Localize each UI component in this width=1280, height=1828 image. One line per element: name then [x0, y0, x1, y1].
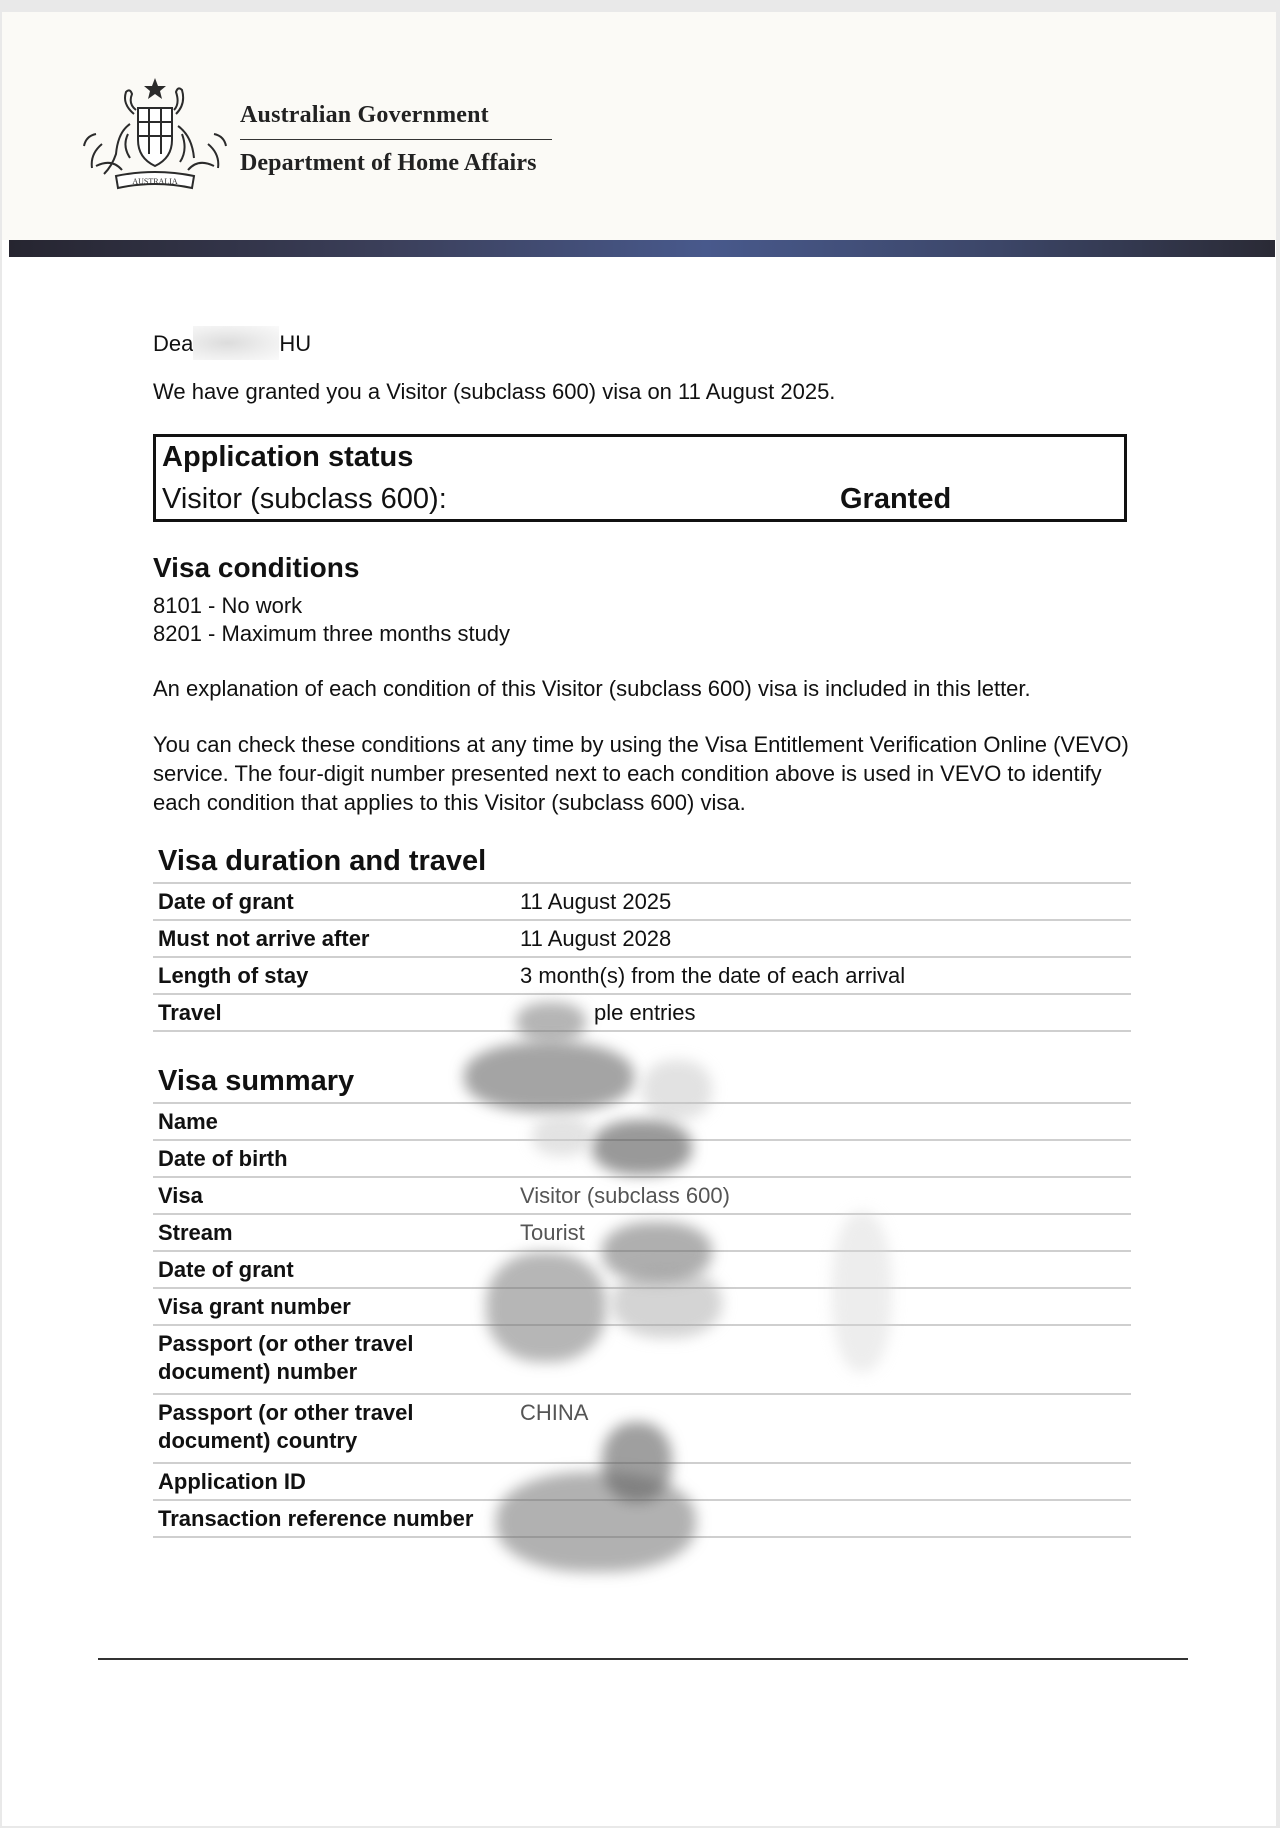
table-row — [153, 994, 1131, 1031]
footer-divider — [98, 1658, 1188, 1660]
row-value: 11 August 2025 — [520, 889, 672, 914]
row-key: Date of grant — [158, 1257, 294, 1282]
visa-summary-title: Visa summary — [158, 1065, 355, 1097]
visa-duration-section — [153, 840, 1131, 1032]
redacted-name — [193, 326, 279, 360]
row-value — [515, 994, 1131, 1031]
table-row — [153, 1500, 1131, 1537]
table-row — [153, 1177, 1131, 1214]
table-row — [153, 1394, 1131, 1463]
condition-item: 8201 - Maximum three months study — [153, 621, 511, 646]
visa-summary-table — [153, 1102, 1131, 1538]
row-value — [515, 1140, 1131, 1177]
row-key: Stream — [158, 1220, 233, 1245]
status-label: Visitor (subclass 600): — [162, 483, 447, 515]
letterhead-divider — [240, 139, 552, 140]
table-row — [153, 1214, 1131, 1251]
row-key: Visa — [158, 1183, 203, 1208]
government-name: Australian Government — [240, 102, 489, 128]
table-row — [153, 1140, 1131, 1177]
row-value: 3 month(s) from the date of each arrival — [520, 963, 906, 988]
row-value: Visitor (subclass 600) — [520, 1183, 730, 1208]
row-value — [515, 1251, 1131, 1288]
grant-intro: We have granted you a Visitor (subclass 600) visa on 11 August 2025. — [153, 379, 836, 404]
row-value — [515, 1463, 1131, 1500]
table-row — [153, 1463, 1131, 1500]
row-key: Name — [158, 1109, 218, 1134]
application-status-box — [153, 434, 1127, 522]
visa-conditions-title: Visa conditions — [153, 552, 360, 583]
visa-duration-table — [153, 882, 1131, 1032]
visa-conditions-list — [153, 592, 510, 648]
row-value: 11 August 2028 — [520, 926, 672, 951]
visa-duration-title: Visa duration and travel — [158, 845, 487, 877]
table-row — [153, 1288, 1131, 1325]
greeting-start: Dea — [153, 331, 194, 356]
table-row — [153, 883, 1131, 920]
travel-value: ple entries — [594, 1000, 696, 1025]
status-title: Application status — [162, 441, 414, 473]
australian-coat-of-arms-icon — [82, 74, 228, 198]
table-row — [153, 920, 1131, 957]
row-key: Transaction reference number — [158, 1506, 474, 1531]
status-value: Granted — [840, 483, 952, 515]
row-value — [515, 1325, 1131, 1394]
table-row — [153, 1103, 1131, 1140]
table-row — [153, 1251, 1131, 1288]
row-key: Application ID — [158, 1469, 306, 1494]
condition-item: 8101 - No work — [153, 593, 303, 618]
greeting-end: HU — [279, 331, 312, 356]
header-banner — [9, 240, 1275, 257]
row-value — [515, 1500, 1131, 1537]
table-row — [153, 957, 1131, 994]
row-key: Passport (or other travel document) number — [158, 1331, 414, 1384]
greeting — [153, 326, 311, 360]
row-value: Tourist — [520, 1220, 585, 1245]
row-value: CHINA — [520, 1400, 589, 1425]
vevo-note: You can check these conditions at any time by using the Visa Entitlement Verification Online (VEVO) service. The four-digit number presented next to each condition above is used in VEVO to identify each condition that applies to this Visitor (subclass 600) visa. — [153, 732, 1129, 815]
row-value — [515, 1288, 1131, 1325]
row-key: Date of grant — [158, 889, 294, 914]
svg-text:AUSTRALIA: AUSTRALIA — [132, 177, 178, 186]
row-key: Date of birth — [158, 1146, 288, 1171]
table-row — [153, 1325, 1131, 1394]
row-key: Visa grant number — [158, 1294, 351, 1319]
row-key: Travel — [158, 1000, 222, 1025]
department-name: Department of Home Affairs — [240, 150, 537, 176]
visa-summary-section — [153, 1060, 1131, 1538]
row-key: Must not arrive after — [158, 926, 370, 951]
row-key: Passport (or other travel document) country — [158, 1400, 414, 1453]
letter-page — [2, 12, 1276, 1826]
row-value — [515, 1103, 1131, 1140]
conditions-explanation: An explanation of each condition of this Visitor (subclass 600) visa is included in this letter. — [153, 676, 1031, 701]
row-key: Length of stay — [158, 963, 309, 988]
